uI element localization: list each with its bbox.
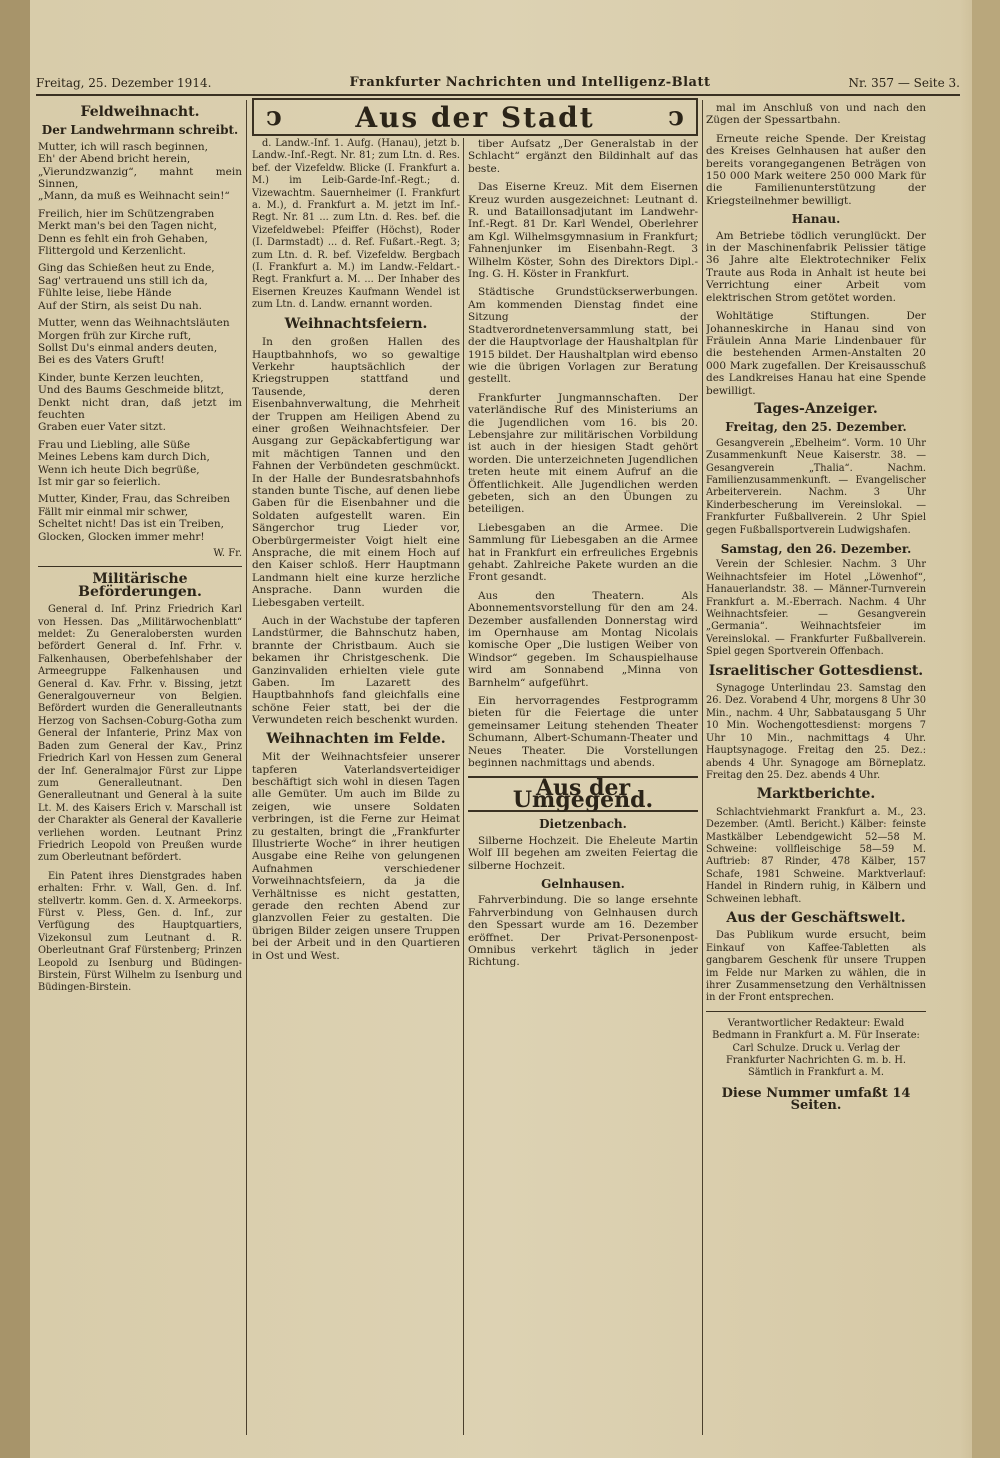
- article-body: Am Betriebe tödlich verunglückt. Der in der Maschinenfabrik Pelissier tätige 36 Jahre alte Elektrotechniker Felix Traute aus Roda in Anhalt ist heute bei Verrichtung einer Arbeit vom elektrischen Strom getötet worden.: [706, 229, 926, 304]
- article-subtitle: Der Landwehrmann schreibt.: [41, 123, 239, 138]
- page-count-notice: Diese Nummer umfaßt 14 Seiten.: [721, 1085, 911, 1114]
- place-heading: Hanau.: [791, 212, 841, 227]
- column-rule: [702, 100, 703, 1435]
- article-body: tiber Aufsatz „Der Generalstab in der Schlacht“ ergänzt den Bildinhalt auf das beste.: [468, 138, 698, 175]
- poem-stanza: Ging das Schießen heut zu Ende, Sag' vertrauend uns still ich da, Fühlte leise, liebe Hände Auf der Stirn, als seist Du nah.: [38, 262, 215, 312]
- column-4: [706, 102, 926, 1432]
- place-heading: Dietzenbach.: [539, 817, 627, 832]
- header-issue: Nr. 357 — Seite 3.: [848, 76, 960, 90]
- article-body: Gesangverein „Ebelheim“. Vorm. 10 Uhr Zusammenkunft Neue Kaiserstr. 38. — Gesangverein „Thalia“. Nachm. Familienzusammenkunft. — Evangelischer Arbeiterverein. Nachm. 3 Uhr Kinderbescherung im Vereinslokal. — Frankfurter Fußballverein. 2 Uhr Spiel gegen Fußballsportverein Ludwigshafen.: [706, 437, 926, 536]
- article-body: d. Landw.-Inf. 1. Aufg. (Hanau), jetzt b. Landw.-Inf.-Regt. Nr. 81; zum Ltn. d. Res. bef. der Vizefeldw. Blicke (I. Frankfurt a. M.) im Leib-Garde-Inf.-Regt.; d. Vizewachtm. Sauernheimer (I. Frankfurt a. M.), d. Frankfurt a. M. jetzt im Inf.-Regt. Nr. 81 ... zum Ltn. d. Res. bef. die Vizefeldwebel: Pfeiffer (Höchst), Roder (I. Darmstadt) ... d. Ref. Fußart.-Regt. 3; zum Ltn. d. R. bef. Vizefeldw. Bergbach (I. Frankfurt a. M.) im Landw.-Feldart.-Regt. Frankfurt a. M. ... Der Inhaber des Eisernen Kreuzes Kaufmann Wendel ist zum Ltn. d. Landw. ernannt worden.: [252, 138, 460, 311]
- article-title-weihnachtsfeiern: Weihnachtsfeiern.: [284, 315, 428, 332]
- article-body: In den großen Hallen des Hauptbahnhofs, wo so gewaltige Verkehr hauptsächlich der Kriegstruppen stattfand und Tausende, deren Eisenbahnverwaltung, die Mehrheit der Truppen am Heiligen Abend zu einer großen Weihnachtsfeier. Der Ausgang zur Gepäckabfertigung war mit mächtigen Tannen und den Fahnen der Verbündeten geschmückt. In der Halle der Bundesratsbahnhofs standen bunte Tische, auf denen liebe Gaben für die Eisenbahner und die Soldaten aufgestellt waren. Ein Sängerchor trug Lieder vor, Oberbürgermeister Voigt hielt eine Ansprache, die mit einem Hoch auf den Kaiser schloß. Herr Hauptmann Landmann hielt eine kurze herzliche Ansprache. Dann wurden die Liebesgaben verteilt.: [252, 336, 460, 609]
- column-1: [38, 102, 242, 1432]
- article-body: Auch in der Wachstube der tapferen Landstürmer, die Bahnschutz haben, brannte der Christbaum. Auch sie bekamen ihr Christgeschenk. Die Ganzinvaliden erhielten viele gute Gaben. Im Lazarett des Hauptbahnhofs fand gleichfalls eine schöne Feier statt, bei der die Verwundeten reich beschenkt wurden.: [252, 615, 460, 727]
- section-title-geschaeftswelt: Aus der Geschäftswelt.: [726, 909, 906, 926]
- article-body: Aus den Theatern. Als Abonnementsvorstellung für den am 24. Dezember ausfallenden Donnerstag wird im Opernhause am Montag Nicolais komische Oper „Die lustigen Weiber von Windsor“ gegeben. Im Schauspielhause wird am Sonnabend „Minna von Barnhelm“ aufgeführt.: [468, 589, 698, 689]
- poem-stanza: Mutter, wenn das Weihnachtsläuten Morgen früh zur Kirche ruft, Sollst Du's einmal anders deuten, Bei es des Vaters Gruft!: [38, 317, 230, 367]
- section-title-gottesdienst: Israelitischer Gottesdienst.: [708, 662, 924, 679]
- article-body: Silberne Hochzeit. Die Eheleute Martin Wolf III begehen am zweiten Feiertag die silberne Hochzeit.: [468, 834, 698, 872]
- article-body: Erneute reiche Spende. Der Kreistag des Kreises Gelnhausen hat außer den bereits vorangegangenen Beträgen von 150 000 Mark weitere 250 000 Mark für die Familienunterstützung der Kriegsteilnehmer bewilligt.: [706, 132, 926, 207]
- article-body: General d. Inf. Prinz Friedrich Karl von Hessen. Das „Militärwochenblatt“ meldet: Zu Generalobersten wurden befördert General d. Inf. Frhr. v. Falkenhausen, Oberbefehlshaber der Armeegruppe Falkenhausen und General d. Kav. Frhr. v. Bissing, jetzt Generalgouverneur von Belgien. Befördert wurden die Generalleutnants Herzog von Sachsen-Coburg-Gotha zum General der Infanterie, Prinz Max von Baden zum General der Kav., Prinz Friedrich Karl von Hessen zum General der Inf. Generalmajor Fürst zur Lippe zum Generalleutnant. Den Generalleutnant und General à la suite Lt. M. des Kaisers Erich v. Marschall ist der Charakter als General der Kavallerie verliehen worden. Leutnant Prinz Friedrich Leopold von Preußen wurde zum Oberleutnant befördert.: [38, 604, 242, 864]
- poem-stanza: Kinder, bunte Kerzen leuchten, Und des Baums Geschmeide blitzt, Denkt nicht dran, daß jetzt im feuchten Graben euer Vater sitzt.: [38, 371, 242, 434]
- page-right-edge: [972, 0, 1000, 1458]
- article-body: Liebesgaben an die Armee. Die Sammlung für Liebesgaben an die Armee hat in Frankfurt ein erfreuliches Ergebnis gehabt. Zahlreiche Pakete wurden an die Front gesandt.: [468, 521, 698, 584]
- section-title-umgegend: Aus der Umgegend.: [468, 776, 698, 813]
- article-body: Das Publikum wurde ersucht, beim Einkauf von Kaffee-Tabletten als gangbarem Geschenk für unsere Truppen im Felde nur Marken zu wählen, die in ihrer Zusammensetzung den Verhältnissen in der Front entsprechen.: [706, 930, 926, 1004]
- article-body: Fahrverbindung. Die so lange ersehnte Fahrverbindung von Gelnhausen durch den Spessart wurde am 16. Dezember eröffnet. Der Privat-Personenpost-Omnibus verkehrt täglich in jeder Richtung.: [468, 894, 698, 969]
- poem-stanza: Frau und Liebling, alle Süße Meines Lebens kam durch Dich, Wenn ich heute Dich begrüße, Ist mir gar so feierlich.: [38, 438, 210, 488]
- column-rule: [246, 100, 247, 1435]
- ornament-right-icon: ↄ: [668, 102, 684, 132]
- poem-signature: W. Fr.: [213, 548, 242, 559]
- article-body: Städtische Grundstückserwerbungen. Am kommenden Dienstag findet eine Sitzung der Stadtverordnetenversammlung statt, bei der die Hauptvorlage der Haushaltplan für 1915 bildet. Der Haushaltplan wird ebenso wie die übrigen Vorlagen zur Beratung gestellt.: [468, 286, 698, 386]
- article-title-feldweihnacht: Feldweihnacht.: [80, 104, 200, 120]
- section-title-tages-anzeiger: Tages-Anzeiger.: [754, 400, 878, 417]
- page-left-edge: [0, 0, 30, 1458]
- article-title-weihnachten-im-felde: Weihnachten im Felde.: [266, 730, 446, 747]
- date-heading: Freitag, den 25. Dezember.: [725, 420, 907, 435]
- divider: [706, 1011, 926, 1012]
- column-2: [252, 138, 460, 1432]
- poem-stanza: Mutter, ich will rasch beginnen, Eh' der Abend bricht herein, „Vierundzwanzig“, mahnt mein Sinnen, „Mann, da muß es Weihnacht sein!“: [38, 140, 242, 203]
- section-title: Aus der Stadt: [355, 100, 595, 134]
- place-heading: Gelnhausen.: [541, 876, 625, 891]
- divider: [38, 566, 242, 567]
- header-paper-name: Frankfurter Nachrichten und Intelligenz-Blatt: [349, 75, 711, 90]
- section-title-marktberichte: Marktberichte.: [756, 786, 876, 803]
- article-body: Mit der Weihnachtsfeier unserer tapferen Vaterlandsverteidiger beschäftigt sich wohl in diesen Tagen alle Gemüter. Um auch im Bilde zu zeigen, wie unsere Soldaten verbringen, ist die Ferne zur Heimat zu gestalten, bringt die „Frankfurter Illustrierte Woche“ in ihrer heutigen Ausgabe eine Reihe von gelungenen Aufnahmen verschiedener Vorweihnachtsfeiern, da ja die Verhältnisse es nicht gestatten, gerade den rechten Abend zur glanzvollen Feier zu gestalten. Die übrigen Bilder zeigen unsere Truppen bei der Arbeit und in den Quartieren in Ost und West.: [252, 751, 460, 962]
- article-body: Wohltätige Stiftungen. Der Johanneskirche in Hanau sind von Fräulein Anna Marie Lindenbauer für die bestehenden Armen-Anstalten 20 000 Mark zugefallen. Der Kreisausschuß des Landkreises Hanau hat eine Spende bewilligt.: [706, 310, 926, 397]
- header-date: Freitag, 25. Dezember 1914.: [36, 76, 212, 90]
- article-body: mal im Anschluß von und nach den Zügen der Spessartbahn.: [706, 102, 926, 127]
- column-3: [468, 138, 698, 1432]
- article-body: Synagoge Unterlindau 23. Samstag den 26. Dez. Vorabend 4 Uhr, morgens 8 Uhr 30 Min., nachm. 4 Uhr, Sabbatausgang 5 Uhr 10 Min. Wochengottesdienst: morgens 7 Uhr 10 Min., nachmittags 4 Uhr. Hauptsynagoge. Freitag den 25. Dez.: abends 4 Uhr. Synagoge am Börneplatz. Freitag den 25. Dez. abends 4 Uhr.: [706, 683, 926, 781]
- section-banner: [252, 98, 698, 136]
- column-rule: [463, 138, 464, 1435]
- page-header: [36, 56, 960, 96]
- poem: [38, 141, 242, 543]
- article-body: Frankfurter Jungmannschaften. Der vaterländische Ruf des Ministeriums an die Jugendlichen vom 16. bis 20. Lebensjahre zur militärischen Vorbildung ist auch in der hiesigen Stadt gehört worden. Die unterzeichneten Jugendlichen treten heute mit einem Aufruf an die Öffentlichkeit. Alle Jugendlichen werden gebeten, sich an den Übungen zu beteiligen.: [468, 391, 698, 516]
- date-heading: Samstag, den 26. Dezember.: [720, 542, 912, 556]
- article-body: Schlachtviehmarkt Frankfurt a. M., 23. Dezember. (Amtl. Bericht.) Kälber: feinste Mastkälber Lebendgewicht 52—58 M. Schweine: vollfleischige 58—59 M. Auftrieb: 87 Rinder, 478 Kälber, 157 Schafe, 1981 Schweine. Marktverlauf: Handel in Rindern ruhig, in Kälbern und Schweinen lebhaft.: [706, 806, 926, 905]
- article-body: Das Eiserne Kreuz. Mit dem Eisernen Kreuz wurden ausgezeichnet: Leutnant d. R. und Bataillonsadjutant im Landwehr-Inf.-Regt. 81 Dr. Karl Wendel, Oberlehrer am Kgl. Wilhelmsgymnasium in Frankfurt; Fahnenjunker im Eisenbahn-Regt. 3 Wilhelm Köster, Sohn des Direktors Dipl.-Ing. G. H. Köster in Frankfurt.: [468, 181, 698, 281]
- poem-stanza: Mutter, Kinder, Frau, das Schreiben Fällt mir einmal mir schwer, Scheltet nicht! Das ist ein Treiben, Glocken, Glocken immer mehr!: [38, 493, 230, 543]
- editor-imprint: Verantwortlicher Redakteur: Ewald Bedmann in Frankfurt a. M. Für Inserate: Carl Schulze. Druck u. Verlag der Frankfurter Nachrichten G. m. b. H. Sämtlich in Frankfurt a. M.: [712, 1017, 920, 1079]
- article-body: Ein Patent ihres Dienstgrades haben erhalten: Frhr. v. Wall, Gen. d. Inf. stellvertr. komm. Gen. d. X. Armeekorps. Fürst v. Pless, Gen. d. Inf., zur Verfügung des Hauptquartiers, Vizekonsul zum Leutnant d. R. Oberleutnant Graf Fürstenberg; Prinzen Leopold zu Isenburg und Büdingen-Birstein, Fürst Wilhelm zu Isenburg und Büdingen-Birstein.: [38, 870, 242, 994]
- poem-stanza: Freilich, hier im Schützengraben Merkt man's bei den Tagen nicht, Denn es fehlt ein froh Gehaben, Flittergold und Kerzenlicht.: [38, 207, 217, 258]
- article-body: Ein hervorragendes Festprogramm bieten für die Feiertage die unter gemeinsamer Leitung stehenden Theater Schumann, Albert-Schumann-Theater und Neues Theater. Die Vorstellungen beginnen nachmittags und abends.: [468, 695, 698, 770]
- article-title-befoerderungen: Militärische Beförderungen.: [78, 571, 202, 600]
- ornament-left-icon: ↄ: [266, 102, 282, 132]
- article-body: Verein der Schlesier. Nachm. 3 Uhr Weihnachtsfeier im Hotel „Löwenhof“, Hanauerlandstr. 38. — Männer-Turnverein Frankfurt a. M.-Eberrach. Nachm. 4 Uhr Weihnachtsfeier. — Gesangverein „Germania“. Weihnachtsfeier im Vereinslokal. — Frankfurter Fußballverein. Spiel gegen Sportverein Offenbach.: [706, 559, 926, 658]
